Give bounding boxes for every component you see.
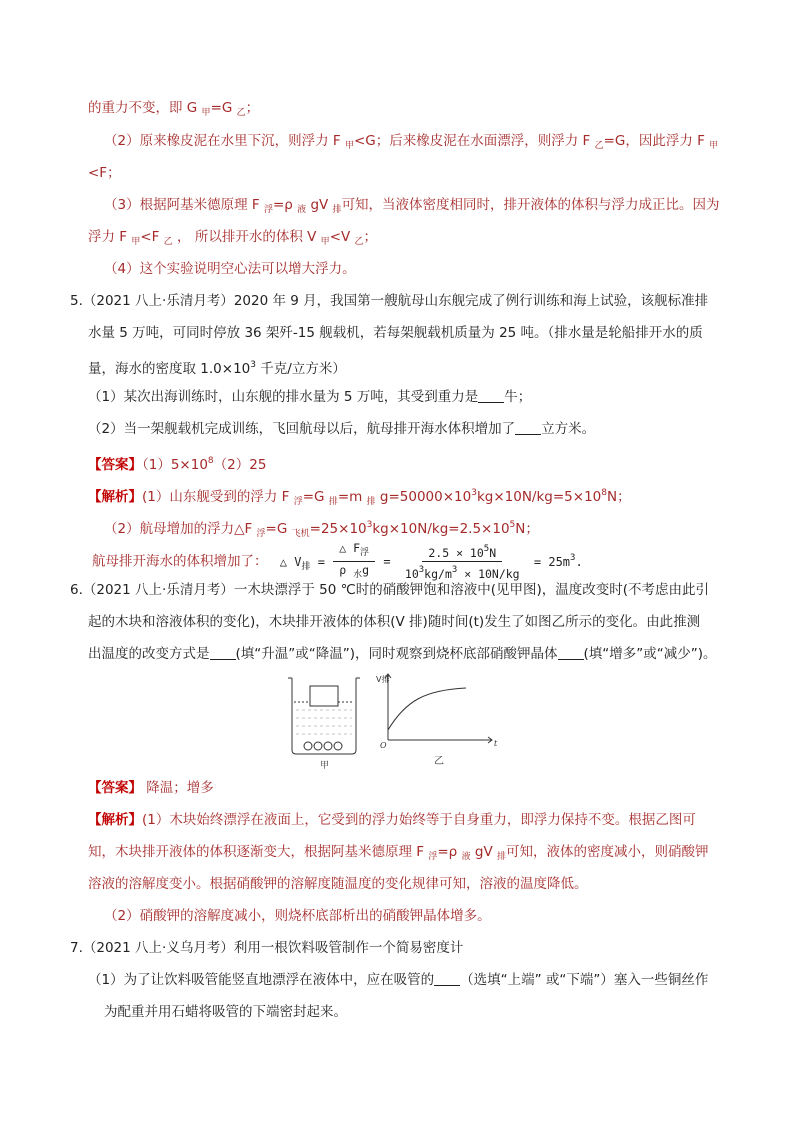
q4-line-3: <F； (88, 165, 121, 181)
q6-explanation-line-4: （2）硝酸钾的溶解度减小，则烧杯底部析出的硝酸钾晶体增多。 (104, 908, 491, 924)
q4-line-6: （4）这个实验说明空心法可以增大浮力。 (104, 261, 356, 277)
q5-stem-line-1: 5.（2021 八上·乐清月考）2020 年 9 月，我国第一艘航母山东舰完成了例行训练和海上试验，该舰标准排 (70, 293, 709, 309)
q6-figure (286, 668, 508, 770)
graph-x-axis-label: t (494, 739, 498, 748)
q6-explanation-line-2: 知，木块排开液体的体积逐渐变大，根据阿基米德原理 F $_浮$=ρ $_液$ gV $_排$可知，液体的密度减小，则硝酸钾 (88, 844, 709, 862)
q5-stem-line-3: 量，海水的密度取 $1.0\times 10^3$ 千克/立方米） (88, 360, 346, 377)
explanation-tag: 【解析】 (88, 812, 142, 828)
q4-line-5: 浮力 F $_甲$<F $_乙$ ， 所以排开水的体积 V $_甲$<V $_乙$； (88, 229, 378, 247)
q6-blank-1[interactable] (210, 646, 236, 660)
q5-explanation-line-2: （2）航母增加的浮力△F $_浮$=G $_{飞机}=25\times 10^3kg\times 10N/kg=2.5\times 10^5N$； (104, 520, 539, 539)
figure-label-jia: 甲 (320, 761, 330, 770)
q4-line-4: （3）根据阿基米德原理 F $_浮$=ρ $_液$ gV $_排$可知，当液体密度相同时，排开液体的体积与浮力成正比。因为 (104, 197, 720, 215)
q4-line-1: 的重力不变，即 G $_甲$=G $_乙$； (88, 100, 260, 118)
q7-part-1-line-2: 为配重并用石蜡将吸管的下端密封起来。 (104, 1004, 347, 1020)
figure-label-yi: 乙 (434, 756, 444, 767)
answer-tag: 【答案】 (88, 780, 142, 796)
q7-part-1-line-1: （1）为了让饮料吸管能竖直地漂浮在液体中，应在吸管的 （选填“上端” 或“下端”）塞入一些铜丝作 (88, 972, 709, 988)
explanation-tag: 【解析】 (88, 489, 142, 505)
q5-explanation-line-1: 【解析】(1）山东舰受到的浮力 F $_浮$=G $_排$=m $_排$ $g=50000\times 10^3kg\times 10N/kg=5\times 10^8N$； (88, 488, 631, 507)
q6-blank-2[interactable] (558, 646, 584, 660)
q6-stem-line-3: 出温度的改变方式是 (填“升温”或“降温”)，同时观察到烧杯底部硝酸钾晶体 (填“增多”或“减少”)。 (88, 646, 717, 662)
volume-time-graph (385, 674, 492, 743)
q5-stem-line-2: 水量 5 万吨，可同时停放 36 架歼-15 舰载机，若每架舰载机质量为 25 吨。（排水量是轮船排开水的质 (88, 325, 703, 341)
q6-explanation-line-3: 溶液的溶解度变小。根据硝酸钾的溶解度随温度的变化规律可知，溶液的温度降低。 (88, 876, 588, 892)
q6-stem-line-1: 6.（2021 八上·乐清月考）一木块漂浮于 50 ℃时的硝酸钾饱和溶液中(见甲图)，温度改变时(不考虑由此引 (70, 582, 710, 598)
fraction-2: $\frac{2.5 \times 10^5N}{10^3kg/m^3 \times 10N/kg}$ (399, 541, 526, 582)
q5-formula: 航母排开海水的体积增加了： △ $V_排$ = $\frac{\triangle F_浮}{\rho _水g}$ = $\frac{2.5 \times 10^5N}{10^3kg/m^3 \times 10N/kg}$ = $25m^3$. (92, 541, 583, 581)
q6-answer: 【答案】 降温；增多 (88, 780, 214, 796)
q5-part-1: （1）某次出海训练时，山东舰的排水量为 5 万吨，其受到重力是 牛； (88, 389, 532, 405)
fraction-1: $\frac{\triangle F_浮}{\rho _水g}$ (333, 540, 375, 583)
q5-part-2: （2）当一架舰载机完成训练，飞回航母以后，航母排开海水体积增加了 立方米。 (88, 421, 596, 437)
graph-y-axis-label: V排 (376, 675, 390, 684)
q5-answer: 【答案】$(1)5\times 10^8(2)25$ (88, 456, 267, 473)
answer-tag: 【答案】 (88, 457, 142, 473)
beaker-diagram (288, 678, 360, 754)
q5-blank-1[interactable] (478, 389, 504, 403)
q5-blank-2[interactable] (515, 421, 541, 435)
q7-stem-line-1: 7.（2021 八上·义乌月考）利用一根饮料吸管制作一个简易密度计 (70, 940, 464, 956)
q6-stem-line-2: 起的木块和溶液体积的变化)，木块排开液体的体积(V 排)随时间(t)发生了如图乙所示的变化。由此推测 (88, 614, 701, 630)
q6-explanation-line-1: 【解析】(1）木块始终漂浮在液面上，它受到的浮力始终等于自身重力，即浮力保持不变。根据乙图可 (88, 812, 696, 828)
graph-origin-label: O (380, 741, 387, 750)
q4-line-2: （2）原来橡皮泥在水里下沉，则浮力 F $_甲$<G；后来橡皮泥在水面漂浮，则浮力 F $_乙$=G，因此浮力 F $_甲$ (104, 133, 719, 151)
q7-blank-1[interactable] (434, 972, 460, 986)
